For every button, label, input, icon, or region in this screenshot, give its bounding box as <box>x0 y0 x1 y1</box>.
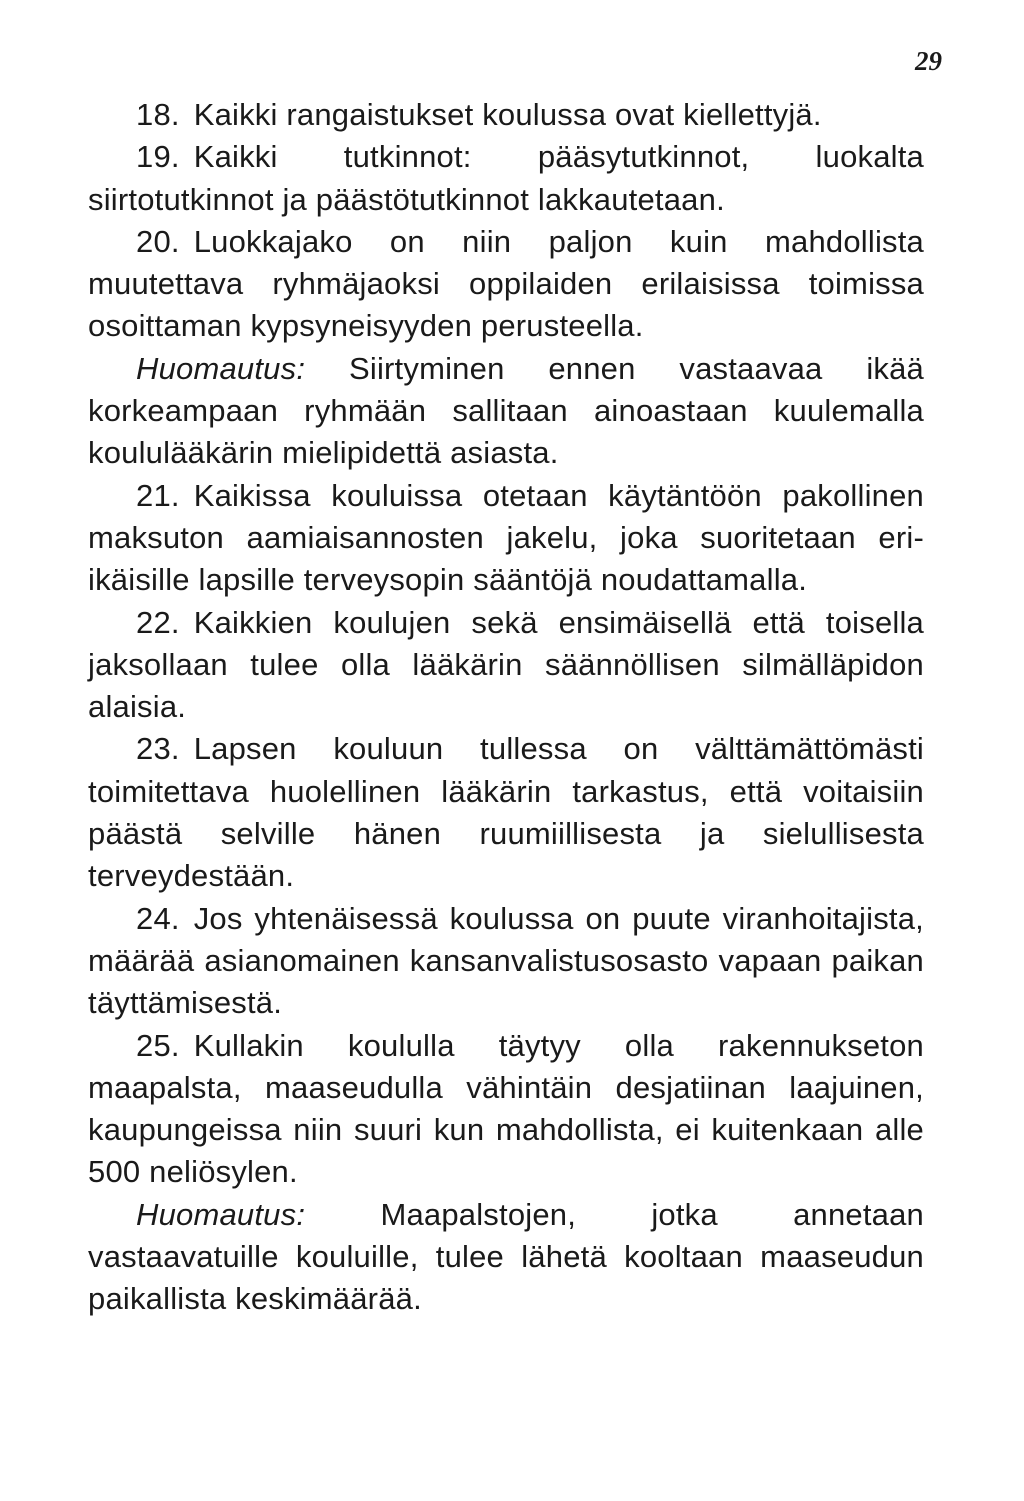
paragraph-text: Kaikkien koulujen sekä ensimäisellä että toisella jaksollaan tulee olla lääkärin säännöllisen silmälläpidon alaisia. <box>88 604 924 725</box>
paragraph-number: 25. <box>136 1027 180 1063</box>
paragraph-text: Maapalstojen, jotka annetaan vastaavatuille kouluille, tulee lähetä kooltaan maaseudun paikallista keskimäärää. <box>88 1196 924 1317</box>
paragraph-number: 21. <box>136 477 180 513</box>
paragraph-25 <box>88 1025 924 1194</box>
paragraph-text: Luokkajako on niin paljon kuin mahdollista muutettava ryhmäjaoksi oppilaiden erilaisissa toimissa osoittaman kypsyneisyyden perusteella. <box>88 223 924 344</box>
paragraph-23 <box>88 728 924 897</box>
paragraph-text: Kaikki rangaistukset koulussa ovat kiellettyjä. <box>193 97 822 132</box>
paragraph-20 <box>88 221 924 348</box>
paragraph-number: 19. <box>136 139 180 175</box>
paragraph-number: 23. <box>136 731 180 767</box>
note-paragraph-2 <box>88 1194 924 1321</box>
document-body <box>88 94 924 1321</box>
paragraph-number: 20. <box>136 223 180 259</box>
paragraph-19 <box>88 136 924 221</box>
paragraph-number: 22. <box>136 604 180 640</box>
paragraph-21 <box>88 475 924 602</box>
paragraph-text: Siirtyminen ennen vastaavaa ikää korkeampaan ryhmään sallitaan ainoastaan kuulemalla koululääkärin mielipidettä asiasta. <box>88 350 924 471</box>
paragraph-text: Kaikissa kouluissa otetaan käytäntöön pakollinen maksuton aamiaisannosten jakelu, joka suoritetaan eri-ikäisille lapsille terveysopin sääntöjä noudattamalla. <box>88 477 924 598</box>
paragraph-text: Kaikki tutkinnot: pääsytutkinnot, luokalta siirtotutkinnot ja päästötutkinnot lakkautetaan. <box>88 139 924 217</box>
paragraph-number: 18. <box>136 97 180 132</box>
paragraph-text: Jos yhtenäisessä koulussa on puute viranhoitajista, määrää asianomainen kansanvalistusosasto vapaan paikan täyttämisestä. <box>88 900 924 1021</box>
paragraph-text: Kullakin koululla täytyy olla rakennukseton maapalsta, maaseudulla vähintäin desjatiinan laajuinen, kaupungeissa niin suuri kun mahdollista, ei kuitenkaan alle 500 neliösylen. <box>88 1027 924 1190</box>
paragraph-24 <box>88 898 924 1025</box>
note-label: Huomautus: <box>136 350 306 386</box>
paragraph-text: Lapsen kouluun tullessa on välttämättömästi toimitettava huolellinen lääkärin tarkastus, että voitaisiin päästä selville hänen ruumiillisesta ja sielullisesta terveydestään. <box>88 731 924 894</box>
paragraph-22 <box>88 602 924 729</box>
paragraph-number: 24. <box>136 900 180 936</box>
page-number: 29 <box>915 46 942 76</box>
paragraph-18 <box>88 94 924 136</box>
note-label: Huomautus: <box>136 1196 306 1232</box>
note-paragraph-1 <box>88 348 924 475</box>
